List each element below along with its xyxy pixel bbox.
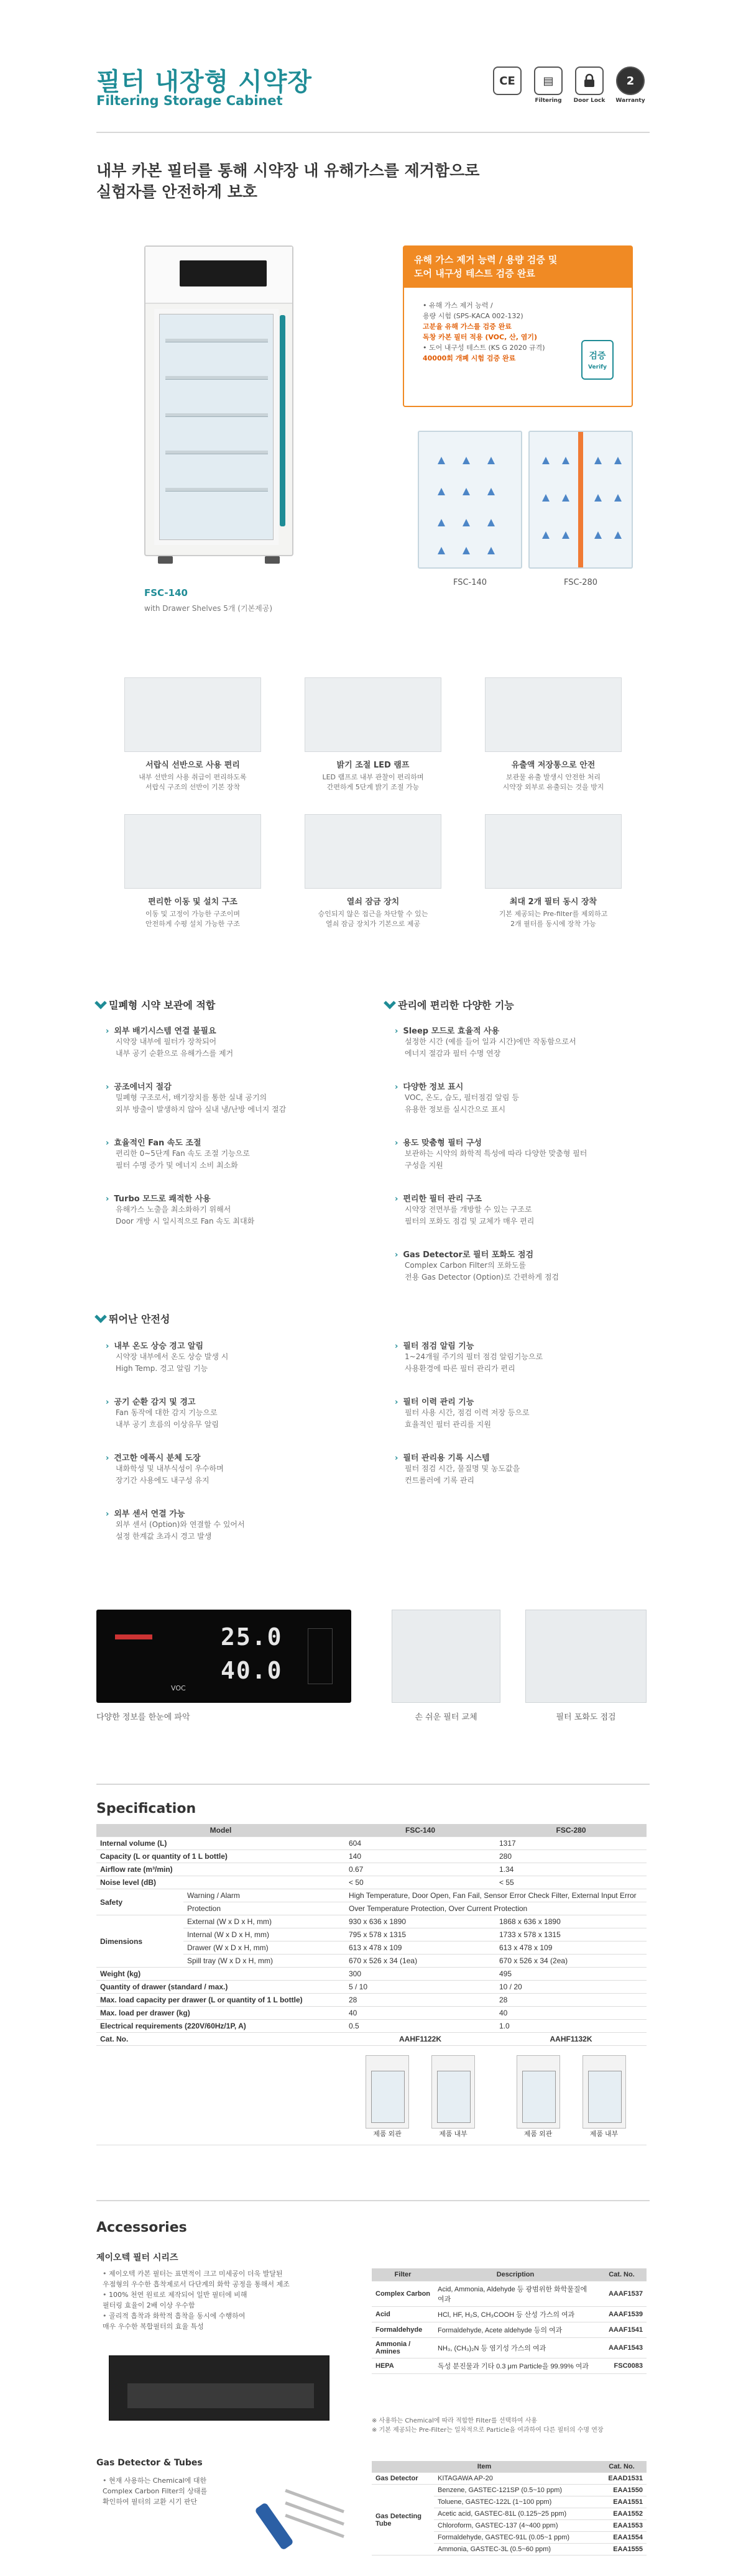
table-row: Acetic acid, GASTEC-81L (0.125~25 ppm) EAA1552 — [372, 2508, 647, 2520]
display-caption: 다양한 정보를 한눈에 파악 — [96, 1713, 190, 1722]
table-row: Internal (W x D x H, mm) 795 x 578 x 1315 1733 x 578 x 1315 — [96, 1928, 647, 1941]
feature-card: 밝기 조절 LED 램프 LED 램프로 내부 관찰이 편리하며 간편하게 5단계 밝기 조절 가능 — [305, 677, 441, 792]
display-caption: 필터 포화도 점검 — [556, 1713, 616, 1722]
spec-heading: Specification — [96, 1801, 196, 1817]
table-row: Formaldehyde Formaldehyde, Acete aldehyde 등의 여과 AAAF1541 — [372, 2322, 647, 2338]
test-box-heading: 유해 가스 제거 능력 / 용량 검증 및 도어 내구성 테스트 검증 완료 — [404, 247, 632, 288]
product-exterior-thumb — [517, 2055, 560, 2129]
gas-detector-table: Item Cat. No. Gas Detector KITAGAWA AP-20 EAAD1531 Gas Detecting Tube Benzene, GASTEC-121SP (0.5~10 ppm) EAA1550 Toluene, GASTEC-122L (1~100 ppm) EAA1551 Acetic acid, GASTEC-81L (0.125~25 ppm) EAA1552 Chloroform, GASTEC-137 (4~400 ppm) EAA1553 Formaldehyde, GASTEC-91L (0.05~1 ppm) EAA1554 Ammonia, GASTEC-3L (0.5~60 ppm) EAA1555 — [372, 2461, 647, 2555]
table-row: Capacity (L or quantity of 1 L bottle) 140 280 — [96, 1850, 647, 1863]
filter-replacement-photo — [392, 1610, 500, 1703]
feature-card: 최대 2개 필터 동시 장착 기본 제공되는 Pre-filter를 제외하고 2개 필터를 동시에 장착 가능 — [485, 814, 622, 929]
list-item: › 효율적인 Fan 속도 조절 편리한 0~5단계 Fan 속도 조절 기능으로 필터 수명 증가 및 에너지 소비 최소화 — [106, 1136, 373, 1171]
list-item: › Gas Detector로 필터 포화도 점검 Complex Carbon Filter의 포화도를 전용 Gas Detector (Option)로 간편하게 점검 — [395, 1248, 662, 1283]
list-item: › 용도 맞춤형 필터 구성 보관하는 시약의 화학적 특성에 따라 다양한 맞춤형 필터 구성을 지원 — [395, 1136, 662, 1171]
airflow-diagram-fsc280 — [528, 431, 633, 569]
feature-image-casters — [124, 814, 261, 889]
table-row: Weight (kg) 300 495 — [96, 1968, 647, 1981]
section-heading-safety: 뛰어난 안전성 — [96, 1311, 170, 1326]
feature-image-drawer — [124, 677, 261, 752]
section-heading-sealed-storage: 밀폐형 시약 보관에 적합 — [96, 997, 215, 1012]
hero-model: FSC-140 — [144, 587, 188, 598]
flow-caption-fsc280: FSC-280 — [563, 578, 598, 587]
feature-image-led — [305, 677, 441, 752]
table-row: Safety Warning / Alarm High Temperature, Door Open, Fan Fail, Sensor Error Check Filter, External Input Error — [96, 1889, 647, 1902]
table-row: Noise level (dB) < 50 < 55 — [96, 1876, 647, 1889]
filtering-badge: ▤ Filtering — [533, 66, 563, 104]
list-item: › 다양한 정보 표시 VOC, 온도, 습도, 필터점검 알림 등 유용한 정보를 실시간으로 표시 — [395, 1080, 662, 1116]
divider — [96, 2200, 650, 2201]
table-row: Acid HCl, HF, H₂S, CH₃COOH 등 산성 가스의 여과 AAAF1539 — [372, 2307, 647, 2322]
cabinet-image — [144, 245, 293, 556]
list-item: › 공기 순환 감지 및 경고 Fan 동작에 대한 감지 기능으로 내부 공기 흐름의 이상유무 알림 — [106, 1395, 373, 1431]
product-exterior-thumb — [366, 2055, 409, 2129]
filter-table: Filter Description Cat. No. Complex Carbon Acid, Ammonia, Aldehyde 등 광범위한 화학물질에 여과 AAAF1537 Acid HCl, HF, H₂S, CH₃COOH 등 산성 가스의 여과 AAAF1539 Formaldehyde Formaldehyde, Acete aldehyde 등의 여과 AAAF1541 Ammonia / Amines NH₃, (CH₃)₂N 등 염기성 가스의 여과 AAAF1543 HEPA 독성 분진물과 기타 0.3 μm Particle을 99.99% 여과 FSC0083 — [372, 2268, 647, 2374]
feature-image-filters — [485, 814, 622, 889]
table-row: Toluene, GASTEC-122L (1~100 ppm) EAA1551 — [372, 2496, 647, 2508]
hero-headline: 내부 카본 필터를 통해 시약장 내 유해가스를 제거함으로 실험자를 안전하게 보호 — [96, 162, 480, 201]
feature-image-lock — [305, 814, 441, 889]
list-item: › Sleep 모드로 효율적 사용 설정한 시간 (예를 들어 일과 시간)에만 작동함으로서 에너지 절감과 필터 수명 연장 — [395, 1024, 662, 1060]
hero-model-sub: with Drawer Shelves 5개 (기본제공) — [144, 604, 273, 613]
accessories-heading: Accessories — [96, 2220, 187, 2235]
spec-table: Model FSC-140 FSC-280 Internal volume (L) 604 1317 Capacity (L or quantity of 1 L bottle) 140 280 Airflow rate (m³/min) 0.67 1.34 Noise level (dB) < 50 < 55 Safety Warning / Alarm High Temperature, Door Open, Fan Fail, Sensor Error Check Filter, External Input Error Protection Over Temperature Protection, Over Current Protection Dimensions External (W x D x H, mm) 930 x 636 x 1890 1868 x 636 x 1890 Internal (W x D x H, mm) 795 x 578 x 1315 1733 x 578 x 1315 Drawer (W x D x H, mm) 613 x 478 x 109 613 x 478 x 109 Spill tray (W x D x H, mm) 670 x 526 x 34 (1ea) 670 x 526 x 34 (2ea) Weight (kg) 300 495 Quantity of drawer (standard / max.) 5 / 10 10 / 20 Max. load capacity per drawer (L or quantity of 1 L bottle) 28 28 Max. load per drawer (kg) 40 40 Electrical requirements (220V/60Hz/1P, A) 0.5 1.0 Cat. No. AAHF1122K AAHF1132K 제품 외관 제품 내부 제품 외관 제품 내부 — [96, 1824, 647, 2145]
feature-card: 열쇠 잠금 장치 승인되지 않은 접근을 차단할 수 있는 열쇠 잠금 장치가 기본으로 제공 — [305, 814, 441, 929]
table-row: Protection Over Temperature Protection, Over Current Protection — [96, 1902, 647, 1915]
product-interior-thumb — [431, 2055, 475, 2129]
table-row: Quantity of drawer (standard / max.) 5 / 10 10 / 20 — [96, 1981, 647, 1994]
flow-caption-fsc140: FSC-140 — [453, 578, 487, 587]
list-item: › Turbo 모드로 쾌적한 사용 유해가스 노출을 최소화하기 위해서 Door 개방 시 일시적으로 Fan 속도 최대화 — [106, 1192, 373, 1227]
table-row: Complex Carbon Acid, Ammonia, Aldehyde 등 광범위한 화학물질에 여과 AAAF1537 — [372, 2281, 647, 2307]
table-row: Spill tray (W x D x H, mm) 670 x 526 x 34 (1ea) 670 x 526 x 34 (2ea) — [96, 1955, 647, 1968]
ce-mark-icon: CE — [493, 66, 522, 95]
lcd-value-bottom: 40.0 — [221, 1657, 283, 1684]
filter-bullet-list: • 제이오텍 카본 필터는 표면적이 크고 미세공이 더욱 발달된 우점형의 우수한 흡착제로서 다단계의 화학 공정을 통해서 제조 • 100% 천연 원료로 제작되어 일반 필터에 비해 필터링 효율이 2배 이상 우수함 • 골리적 흡착과 화학적 흡착을 동시에 수행하여 매우 우수한 복합필터의 효율 특성 — [103, 2268, 364, 2332]
door-lock-badge: Door Lock — [574, 66, 604, 104]
test-box-body: • 유해 가스 제거 능력 / 용량 시험 (SPS-KACA 002-132) 고분율 유해 가스를 검증 완료 독창 카본 필터 적용 (VOC, 산, 염기) • 도어 내구성 테스트 (KS G 2020 규격) 40000회 개폐 시험 검증 완료 — [423, 301, 545, 362]
warranty-badge: 2 Warranty — [615, 66, 645, 104]
airflow-diagram-fsc140 — [418, 431, 522, 569]
table-row: Gas Detector KITAGAWA AP-20 EAAD1531 — [372, 2473, 647, 2485]
feature-card: 편리한 이동 및 설치 구조 이동 및 고정이 가능한 구조이며 안전하게 수평 설치 가능한 구조 — [124, 814, 261, 929]
table-row: 제품 외관 제품 내부 제품 외관 제품 내부 — [96, 2046, 647, 2145]
lcd-value-top: 25.0 — [221, 1623, 283, 1651]
lcd-voc-label: VOC — [171, 1684, 186, 1692]
gas-detector-image — [249, 2477, 357, 2557]
check-icon — [94, 997, 107, 1009]
table-row: Dimensions External (W x D x H, mm) 930 x 636 x 1890 1868 x 636 x 1890 — [96, 1915, 647, 1928]
product-interior-thumb — [583, 2055, 626, 2129]
test-verification-box — [403, 245, 633, 407]
table-row: Drawer (W x D x H, mm) 613 x 478 x 109 613 x 478 x 109 — [96, 1941, 647, 1955]
table-row: Ammonia, GASTEC-3L (0.5~60 ppm) EAA1555 — [372, 2544, 647, 2555]
door-lock-icon — [575, 66, 604, 95]
table-row: Max. load per drawer (kg) 40 40 — [96, 2007, 647, 2020]
table-row: Ammonia / Amines NH₃, (CH₃)₂N 등 염기성 가스의 여과 AAAF1543 — [372, 2338, 647, 2358]
feature-card: 서랍식 선반으로 사용 편리 내부 선반의 사용 취급이 편리하도록 서랍식 구조의 선반이 기본 장착 — [124, 677, 261, 792]
page-subtitle: Filtering Storage Cabinet — [96, 93, 283, 108]
list-item: › 필터 관리용 기록 시스템 필터 점검 시간, 물질명 및 농도값을 컨트롤러에 기록 관리 — [395, 1451, 662, 1487]
table-row: Cat. No. AAHF1122K AAHF1132K — [96, 2033, 647, 2046]
table-row: Formaldehyde, GASTEC-91L (0.05~1 ppm) EAA1554 — [372, 2532, 647, 2544]
feature-card: 유출액 저장통으로 안전 보관물 유출 발생시 안전한 처리 시약장 외부로 유출되는 것을 방지 — [485, 677, 622, 792]
display-caption: 손 쉬운 필터 교체 — [415, 1713, 477, 1722]
section-heading-management: 관리에 편리한 다양한 기능 — [385, 997, 514, 1012]
table-row: Electrical requirements (220V/60Hz/1P, A) 0.5 1.0 — [96, 2020, 647, 2033]
control-panel — [180, 260, 267, 286]
check-icon — [94, 1311, 107, 1323]
list-item: › 공조에너지 절감 밀폐형 구조로서, 배기장치를 통한 실내 공기의 외부 방출이 발생하지 않아 실내 냉/난방 에너지 절감 — [106, 1080, 373, 1116]
check-icon — [384, 997, 396, 1009]
header-divider — [96, 132, 650, 133]
warranty-icon: 2 — [616, 66, 645, 95]
filter-notes: ※ 사용하는 Chemical에 따라 적합한 Filter를 선택하여 사용 ※ 기본 제공되는 Pre-Filter는 일차적으로 Particle을 여과하여 다른 필터의 수명 연장 — [372, 2418, 604, 2434]
table-row: Chloroform, GASTEC-137 (4~400 ppm) EAA1553 — [372, 2520, 647, 2532]
door-handle — [280, 315, 285, 526]
list-item: › 필터 이력 관리 기능 필터 사용 시간, 점검 이력 저장 등으로 효율적인 필터 관리를 지원 — [395, 1395, 662, 1431]
list-item: › 외부 센서 연결 가능 외부 센서 (Option)와 연결할 수 있어서 설정 한계값 초과시 경고 발생 — [106, 1507, 373, 1542]
gas-detector-photo — [525, 1610, 647, 1703]
feature-image-spill-tray — [485, 677, 622, 752]
controller-display-image — [96, 1610, 351, 1703]
gas-bullet-list: • 현재 사용하는 Chemical에 대한 Complex Carbon Filter의 상태를 확인하여 필터의 교환 시기 판단 — [103, 2475, 258, 2507]
gas-detector-heading: Gas Detector & Tubes — [96, 2458, 203, 2468]
table-row: Max. load capacity per drawer (L or quantity of 1 L bottle) 28 28 — [96, 1994, 647, 2007]
list-item: › 견고한 에폭시 분체 도장 내화학성 및 내부식성이 우수하며 장기간 사용에도 내구성 유지 — [106, 1451, 373, 1487]
certification-badges — [492, 66, 645, 104]
verify-icon: 검증 Verify — [581, 340, 614, 380]
filter-series-heading: 제이오텍 필터 시리즈 — [96, 2253, 178, 2263]
list-item: › 편리한 필터 관리 구조 시약장 전면부를 개방할 수 있는 구조로 필터의 포화도 점검 및 교체가 매우 편리 — [395, 1192, 662, 1227]
table-row: Internal volume (L) 604 1317 — [96, 1837, 647, 1850]
divider — [96, 1784, 650, 1785]
table-row: Gas Detecting Tube Benzene, GASTEC-121SP (0.5~10 ppm) EAA1550 — [372, 2485, 647, 2496]
list-item: › 필터 점검 알림 기능 1~24개월 주기의 필터 점검 알림기능으로 사용환경에 따른 필터 관리가 편리 — [395, 1339, 662, 1375]
table-row: Airflow rate (m³/min) 0.67 1.34 — [96, 1863, 647, 1876]
filter-icon: ▤ — [534, 66, 563, 95]
list-item: › 외부 배기시스템 연결 불필요 시약장 내부에 필터가 장착되어 내부 공기 순환으로 유해가스를 제거 — [106, 1024, 373, 1060]
page-title: 필터 내장형 시약장 — [96, 68, 312, 96]
table-row: HEPA 독성 분진물과 기타 0.3 μm Particle을 99.99% 여과 FSC0083 — [372, 2358, 647, 2374]
list-item: › 내부 온도 상승 경고 알림 시약장 내부에서 온도 상승 발생 시 High Temp. 경고 알림 기능 — [106, 1339, 373, 1375]
ce-mark-badge — [492, 66, 522, 104]
